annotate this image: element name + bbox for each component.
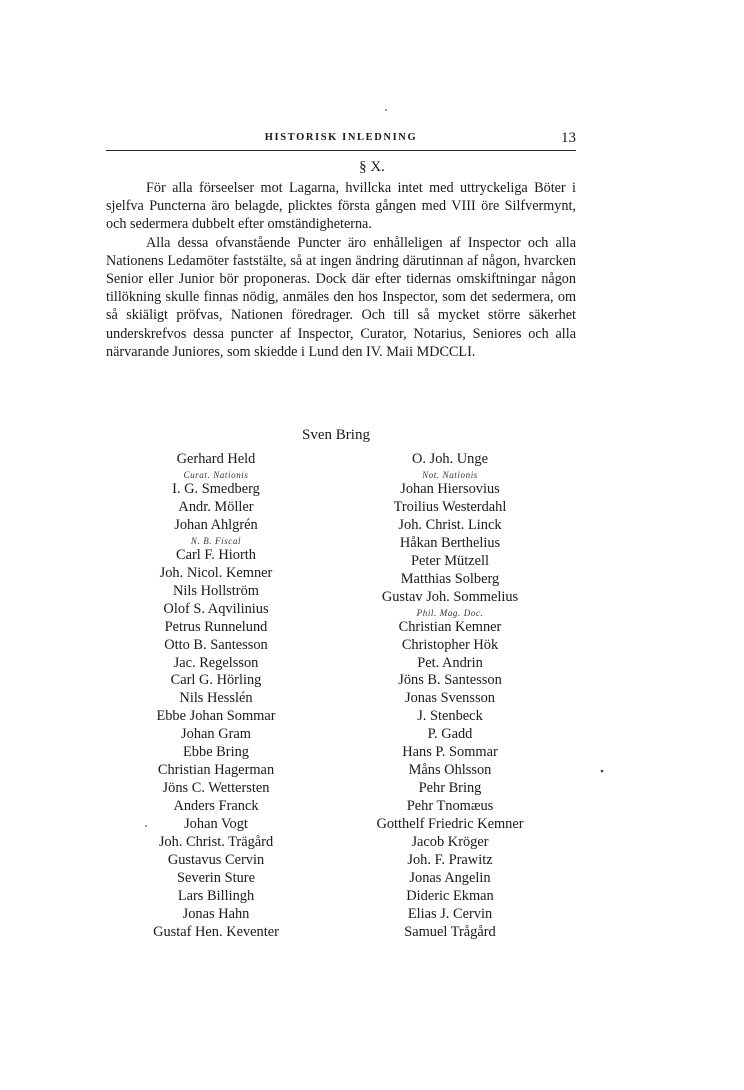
signatory-name: Christian Kemner: [398, 618, 502, 635]
signatory-name: Jöns B. Santesson: [398, 672, 502, 689]
signatory-role: Not. Nationis: [422, 469, 478, 480]
signatory-name: Carl F. Hiorth: [176, 546, 256, 563]
signatory-name: Gustaf Hen. Keventer: [153, 923, 279, 940]
signatory-name: Johan Gram: [181, 726, 251, 743]
signatory-name: Jonas Angelin: [409, 869, 491, 886]
signatory-name: Christian Hagerman: [157, 762, 275, 779]
signatory-name: Gustav Joh. Sommelius: [381, 588, 519, 605]
signatory-name: J. Stenbeck: [417, 708, 483, 725]
signatory-name: Jonas Svensson: [405, 690, 495, 707]
signatory-name: Pehr Tnomæus: [406, 798, 494, 815]
section-heading: § X.: [359, 159, 385, 175]
signatory-name: Pet. Andrin: [417, 654, 483, 671]
signatory-name: Gerhard Held: [176, 451, 256, 467]
signatory-name: Gotthelf Friedric Kemner: [376, 816, 524, 833]
signatory-name: Hans P. Sommar: [402, 744, 498, 761]
signatory-name: P. Gadd: [427, 726, 473, 743]
signatory-name: Peter Mützell: [411, 552, 489, 569]
speck-mark: [145, 825, 147, 827]
inspector-signature: Sven Bring: [302, 427, 370, 443]
signatory-name: Håkan Berthelius: [399, 534, 501, 551]
signatory-name: I. G. Smedberg: [172, 480, 260, 497]
speck-mark: [385, 109, 387, 111]
signatory-name: Anders Franck: [173, 798, 259, 815]
signatory-name: Johan Vogt: [184, 816, 248, 833]
signatory-name: Pehr Bring: [418, 780, 482, 797]
signatory-name: Jacob Kröger: [411, 834, 489, 851]
signatory-name: Samuel Trågård: [404, 923, 496, 940]
signatory-name: Matthias Solberg: [400, 570, 500, 587]
signatory-name: Jöns C. Wettersten: [162, 780, 270, 797]
signatory-name: Joh. Christ. Linck: [398, 516, 502, 533]
paragraph: För alla förseelser mot Lagarna, hvillcka intet med uttryckeliga Böter i sjelfva Puncterna äro belagde, plicktes första gången med VIII öre Silfvermynt, och sedermera dubbelt efter omständigheterna.: [106, 180, 576, 233]
signatory-name: Nils Hesslén: [179, 690, 253, 707]
signatory-name: Andr. Möller: [178, 498, 254, 515]
page-number: 13: [561, 130, 576, 146]
signatory-name: Jac. Regelsson: [173, 654, 259, 671]
signatory-name: Troilius Westerdahl: [393, 498, 507, 515]
signatory-role: Curat. Nationis: [183, 469, 249, 480]
signatory-name: Gustavus Cervin: [167, 852, 265, 869]
signatory-name: Severin Sture: [177, 869, 255, 886]
paragraph: Alla dessa ofvanstående Puncter äro enhålleligen af Inspector och alla Nationens Ledamöter faststälte, så at ingen ändring därutinnan af någon, hvarcken Senior eller Junior bör proponeras. Dock där efter tidernas omskiftningar någon tillökning skulle finnas nödig, anmäles den hos Inspector, som det sedermera, om så skiäligt pröfvas, Nationen föredrager. Och till så mycket större säkerhet underskrefvos dessa puncter af Inspector, Curator, Notarius, Seniores och alla närvarande Juniores, som skiedde i Lund den IV. Maii MDCCLI.: [106, 234, 576, 360]
signatory-name: Joh. Christ. Trägård: [158, 834, 274, 851]
signatory-name: Lars Billingh: [177, 887, 255, 904]
signatory-name: Joh. F. Prawitz: [407, 852, 493, 869]
signatory-name: O. Joh. Unge: [412, 451, 488, 467]
signatory-name: Jonas Hahn: [182, 905, 250, 922]
signatory-name: Christopher Hök: [401, 636, 499, 653]
signatory-name: Johan Ahlgrén: [174, 516, 258, 533]
signatory-name: Måns Ohlsson: [408, 762, 492, 779]
signatory-name: Nils Hollström: [173, 582, 259, 599]
signatory-name: Elias J. Cervin: [407, 905, 493, 922]
signatory-name: Carl G. Hörling: [170, 672, 262, 689]
signatory-name: Ebbe Bring: [183, 744, 249, 761]
signatory-name: Petrus Runnelund: [164, 618, 268, 635]
signatory-name: Olof S. Aqvilinius: [163, 600, 269, 617]
running-title: HISTORISK INLEDNING: [264, 132, 418, 143]
signatory-role: Phil. Mag. Doc.: [416, 607, 484, 618]
speck-mark: [601, 770, 604, 773]
signatory-name: Otto B. Santesson: [164, 636, 268, 653]
signatory-name: Ebbe Johan Sommar: [156, 708, 276, 725]
signatory-name: Johan Hiersovius: [400, 480, 500, 497]
signatory-name: Joh. Nicol. Kemner: [159, 564, 273, 581]
signatory-name: Dideric Ekman: [406, 887, 494, 904]
signatory-role: N. B. Fiscal: [190, 535, 242, 546]
